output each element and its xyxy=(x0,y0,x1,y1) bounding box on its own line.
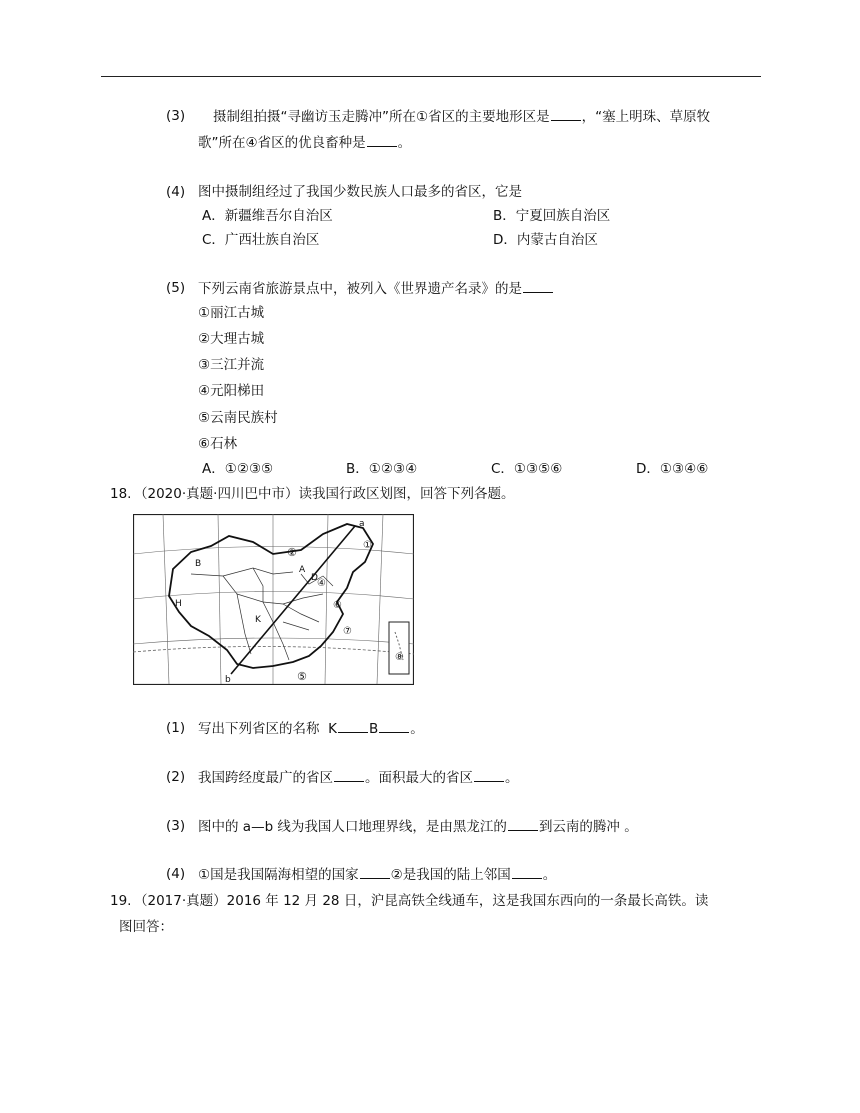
map-label: ⑤ xyxy=(297,670,307,683)
option-b[interactable]: B．①②③④ xyxy=(346,461,418,477)
part-number: (2) xyxy=(166,769,186,785)
option-d[interactable]: D．内蒙古自治区 xyxy=(493,232,598,248)
question-number: 18. xyxy=(110,486,132,502)
option-a[interactable]: A．新疆维吾尔自治区 xyxy=(202,208,333,224)
map-label: b xyxy=(225,675,231,685)
list-item: ④元阳梯田 xyxy=(198,383,265,399)
text-segment: 摄制组拍摄“寻幽访玉走腾冲”所在①省区的主要地形区是 xyxy=(213,109,550,125)
header-rule xyxy=(101,76,761,77)
map-label: ⑥ xyxy=(333,600,342,611)
text-segment: 我国跨经度最广的省区 xyxy=(198,770,333,786)
map-label: a xyxy=(359,519,365,529)
text-segment: 到云南的腾冲 。 xyxy=(538,819,638,835)
answer-blank[interactable] xyxy=(379,718,409,733)
map-label: ⑧ xyxy=(395,652,404,663)
question-text: 图中摄制组经过了我国少数民族人口最多的省区，它是 xyxy=(198,184,522,200)
question-text xyxy=(213,106,710,127)
option-c[interactable]: C．广西壮族自治区 xyxy=(202,232,320,248)
text-segment: 。面积最大的省区 xyxy=(365,770,473,786)
answer-blank[interactable] xyxy=(508,816,538,831)
answer-blank[interactable] xyxy=(551,106,581,121)
text-segment: 图中的 a—b 线为我国人口地理界线，是由黑龙江的 xyxy=(198,819,507,835)
part-number: (4) xyxy=(166,866,186,882)
map-label: B xyxy=(195,559,202,569)
text-segment: 。 xyxy=(410,721,424,737)
text-segment: ①国是我国隔海相望的国家 xyxy=(198,867,359,883)
list-item: ①丽江古城 xyxy=(198,305,265,321)
list-item: ③三江并流 xyxy=(198,357,265,373)
answer-blank[interactable] xyxy=(360,864,390,879)
answer-blank[interactable] xyxy=(334,767,364,782)
answer-blank[interactable] xyxy=(338,718,368,733)
text-segment: 。 xyxy=(505,770,519,786)
question-text xyxy=(198,132,411,153)
answer-blank[interactable] xyxy=(523,278,553,293)
question-intro: （2020·真题·四川巴中市）读我国行政区划图，回答下列各题。 xyxy=(134,486,515,502)
question-text: （2017·真题）2016 年 12 月 28 日，沪昆高铁全线通车，这是我国东西向的一条最长高铁。读 xyxy=(134,893,709,909)
china-administrative-map xyxy=(133,514,414,685)
map-label: ② xyxy=(287,546,297,559)
text-segment: 下列云南省旅游景点中，被列入《世界遗产名录》的是 xyxy=(198,281,522,297)
text-segment: K xyxy=(328,721,337,737)
question-text xyxy=(198,816,638,837)
text-segment: 歌”所在④省区的优良畜种是 xyxy=(198,135,366,151)
map-label: D xyxy=(311,573,318,583)
question-text xyxy=(198,767,519,788)
part-number: (4) xyxy=(166,184,186,200)
question-text xyxy=(198,718,424,739)
question-number: 19. xyxy=(110,893,132,909)
question-text xyxy=(198,278,554,299)
option-d[interactable]: D．①③④⑥ xyxy=(636,461,709,477)
map-graphic xyxy=(133,514,414,685)
map-label: ① xyxy=(363,540,372,551)
map-label: H xyxy=(175,599,182,609)
text-segment: ②是我国的陆上邻国 xyxy=(390,867,511,883)
map-label: K xyxy=(255,615,261,625)
option-a[interactable]: A．①②③⑤ xyxy=(202,461,274,477)
text-segment: 。 xyxy=(542,867,557,883)
text-segment: 写出下列省区的名称 xyxy=(198,721,320,737)
list-item: ②大理古城 xyxy=(198,331,265,347)
part-number: (1) xyxy=(166,720,186,736)
list-item: ⑤云南民族村 xyxy=(198,410,278,426)
part-number: (3) xyxy=(166,108,186,124)
map-label: ⑦ xyxy=(343,626,352,637)
part-number: (3) xyxy=(166,818,186,834)
option-b[interactable]: B．宁夏回族自治区 xyxy=(493,208,611,224)
option-c[interactable]: C．①③⑤⑥ xyxy=(491,461,563,477)
answer-blank[interactable] xyxy=(367,132,397,147)
text-segment: ，“塞上明珠、草原牧 xyxy=(581,109,711,125)
question-text xyxy=(198,864,556,885)
map-label: ④ xyxy=(317,578,326,589)
list-item: ⑥石林 xyxy=(198,436,238,452)
map-label: A xyxy=(299,565,306,575)
answer-blank[interactable] xyxy=(512,864,542,879)
text-segment: B xyxy=(368,721,379,737)
part-number: (5) xyxy=(166,280,186,296)
text-segment: 。 xyxy=(397,135,412,151)
answer-blank[interactable] xyxy=(474,767,504,782)
question-text: 图回答： xyxy=(119,919,173,935)
